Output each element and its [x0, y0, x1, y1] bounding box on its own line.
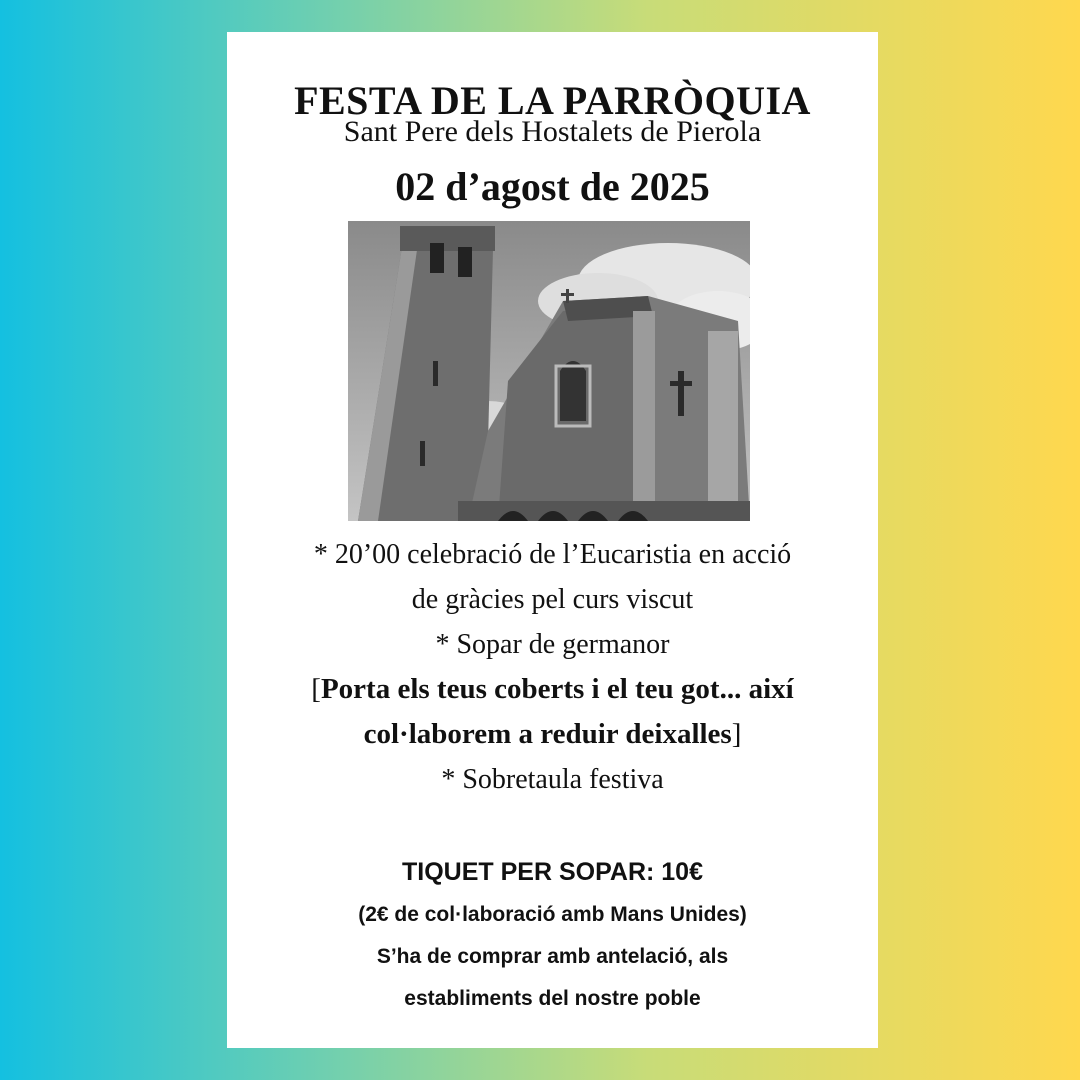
program-note-line-1	[227, 667, 878, 712]
poster-title: FESTA DE LA PARRÒQUIA	[294, 78, 811, 123]
program-note-text-1: Porta els teus coberts i el teu got... així	[320, 673, 794, 705]
event-date: 02 d’agost de 2025	[395, 164, 710, 209]
program-mass-line-2: de gràcies pel curs viscut	[411, 584, 694, 615]
poster-subtitle: Sant Pere dels Hostalets de Pierola	[343, 115, 762, 148]
ticket-note: (2€ de col·laboració amb Mans Unides)	[358, 903, 747, 926]
ticket-info	[227, 850, 878, 1020]
ticket-buy-line-1: S’ha de comprar amb antelació, als	[376, 945, 729, 968]
bracket-open: [	[311, 673, 321, 705]
ticket-price: TIQUET PER SOPAR: 10€	[402, 858, 703, 886]
church-photo-icon	[348, 221, 750, 521]
program-mass-line: * 20’00 celebració de l’Eucaristia en acció	[313, 539, 792, 570]
church-photo	[348, 221, 750, 521]
ticket-buy-line-2: establiments del nostre poble	[404, 987, 701, 1010]
bracket-close: ]	[731, 718, 742, 750]
program-list	[227, 532, 878, 802]
program-aftermeal-line: * Sobretaula festiva	[441, 764, 664, 795]
program-note-text-2: col·laborem a reduir deixalles	[363, 718, 732, 750]
poster-card	[227, 32, 878, 1048]
program-note-line-2	[227, 712, 878, 757]
program-dinner-line: * Sopar de germanor	[435, 629, 670, 660]
